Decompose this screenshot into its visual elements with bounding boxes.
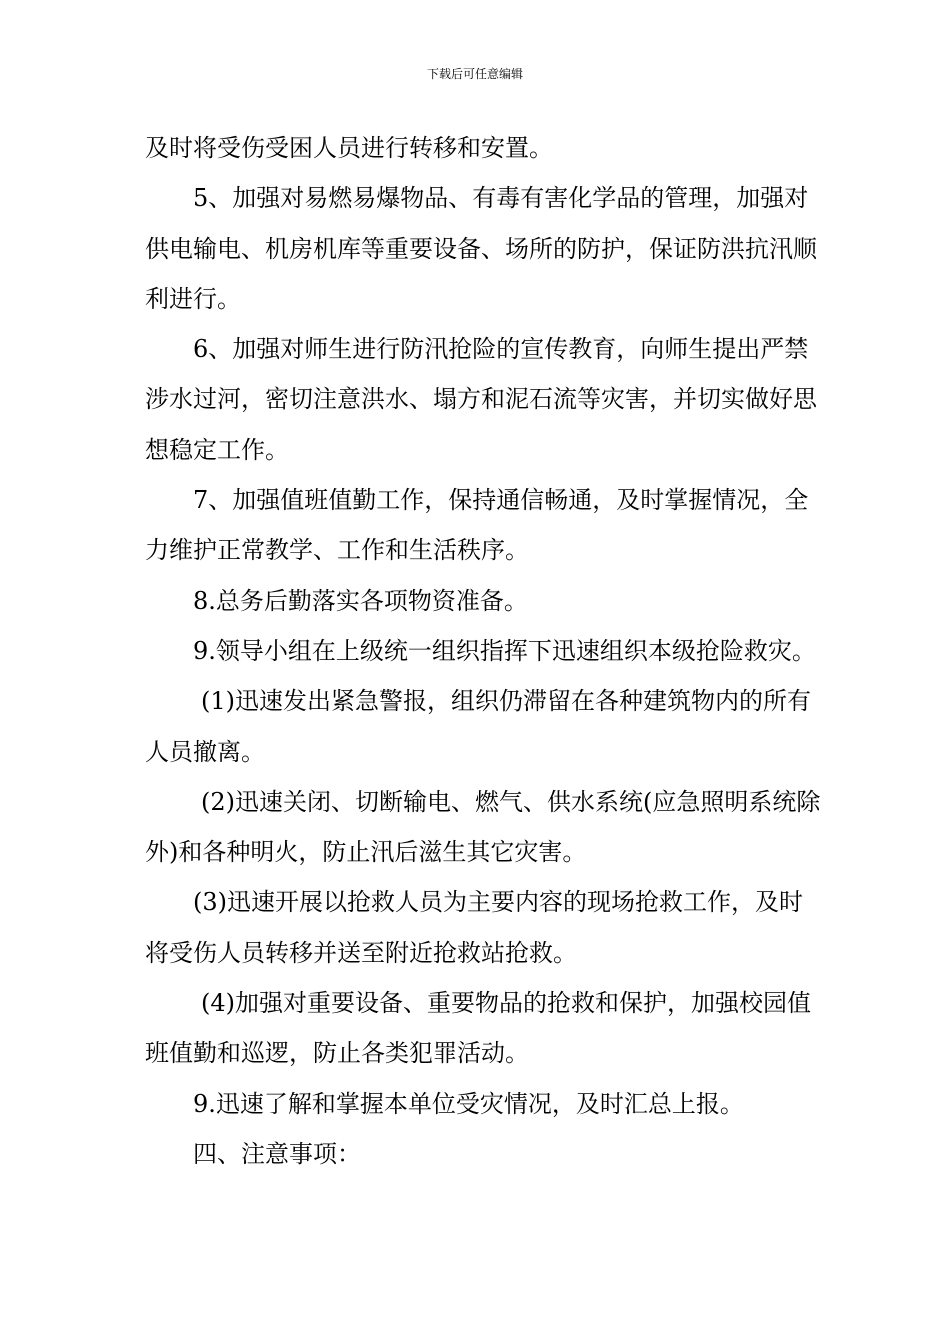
section-heading-notes: 四、注意事项： <box>193 1139 361 1168</box>
paragraph-item-9: 9.领导小组在上级统一组织指挥下迅速组织本级抢险救灾。 <box>193 636 816 665</box>
paragraph-subitem-1: (1)迅速发出紧急警报，组织仍滞留在各种建筑物内的所有人员撤离。 <box>145 687 811 766</box>
paragraph-continuation: 及时将受伤受困人员进行转移和安置。 <box>145 134 553 162</box>
paragraph-subitem-3: (3)迅速开展以抢救人员为主要内容的现场抢救工作，及时将受伤人员转移并送至附近抢救站抢救。 <box>145 888 803 967</box>
paragraph-subitem-2: (2)迅速关闭、切断输电、燃气、供水系统(应急照明系统除外)和各种明火，防止汛后滋生其它灾害。 <box>145 787 821 867</box>
paragraph-item-8: 8.总务后勤落实各项物资准备。 <box>193 586 528 615</box>
paragraph-item-7: 7、加强值班值勤工作，保持通信畅通，及时掌握情况，全力维护正常教学、工作和生活秩序。 <box>145 486 809 565</box>
page-header: 下载后可任意编辑 <box>426 67 523 81</box>
paragraph-item-6: 6、加强对师生进行防汛抢险的宣传教育，向师生提出严禁涉水过河，密切注意洪水、塌方和泥石流等灾害，并切实做好思想稳定工作。 <box>145 335 817 464</box>
paragraph-subitem-4: (4)加强对重要设备、重要物品的抢救和保护，加强校园值班值勤和巡逻，防止各类犯罪活动。 <box>145 989 811 1068</box>
document-body <box>145 123 825 1179</box>
paragraph-item-5: 5、加强对易燃易爆物品、有毒有害化学品的管理，加强对供电输电、机房机库等重要设备、场所的防护，保证防洪抗汛顺利进行。 <box>145 184 817 313</box>
paragraph-item-9b: 9.迅速了解和掌握本单位受灾情况，及时汇总上报。 <box>193 1089 744 1118</box>
